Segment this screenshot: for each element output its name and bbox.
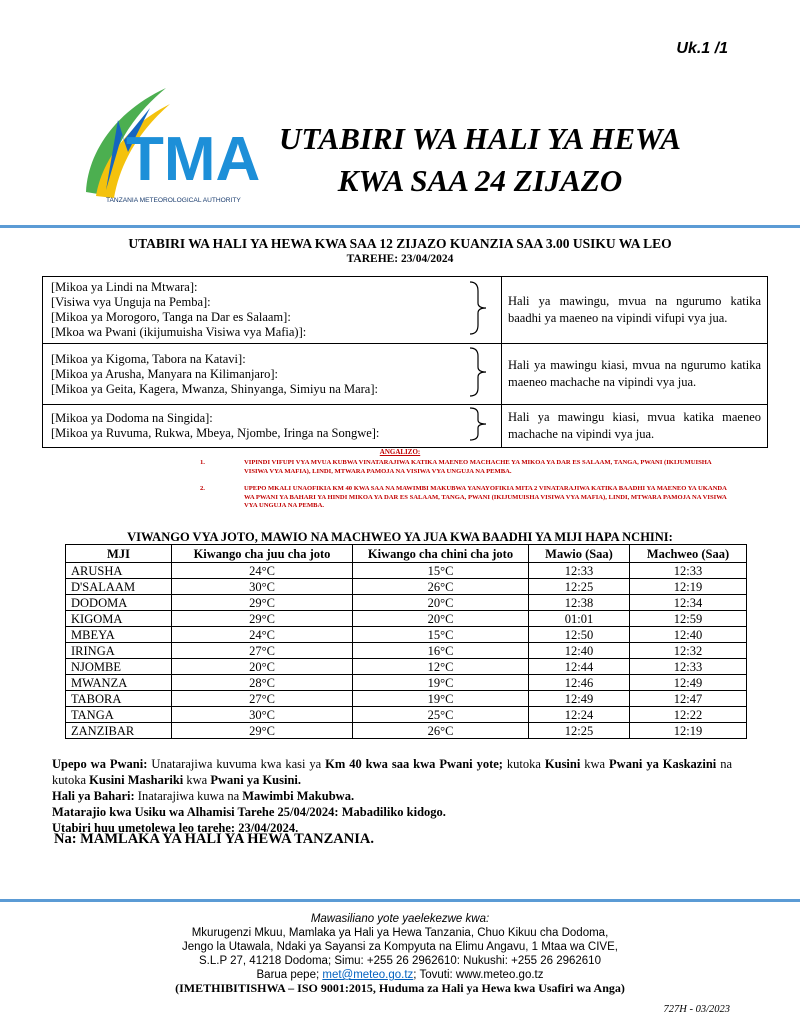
region-line: [Mkoa wa Pwani (ikijumuisha Visiwa vya Mafia)]: bbox=[51, 325, 307, 339]
min-temp-cell: 15°C bbox=[353, 563, 529, 579]
sunset-cell: 12:49 bbox=[630, 675, 747, 691]
issued-date: Utabiri huu umetolewa leo tarehe: 23/04/2024. bbox=[52, 821, 299, 835]
note-item bbox=[200, 485, 730, 511]
forecast-heading: UTABIRI WA HALI YA HEWA KWA SAA 12 ZIJAZO KUANZIA SAA 3.00 USIKU WA LEO bbox=[128, 236, 672, 251]
city-cell: MWANZA bbox=[66, 675, 172, 691]
min-temp-cell: 15°C bbox=[353, 627, 529, 643]
min-temp-cell: 16°C bbox=[353, 643, 529, 659]
signoff: Na: MAMLAKA YA HALI YA HEWA TANZANIA. bbox=[54, 831, 374, 847]
max-temp-cell: 29°C bbox=[172, 723, 353, 739]
sunset-cell: 12:19 bbox=[630, 579, 747, 595]
temps-row bbox=[66, 723, 747, 739]
page-title bbox=[270, 118, 690, 202]
city-cell: KIGOMA bbox=[66, 611, 172, 627]
sunrise-cell: 12:33 bbox=[529, 563, 630, 579]
footer-contacts bbox=[0, 912, 800, 982]
certification: (IMETHIBITISHWA – ISO 9001:2015, Huduma za Hali ya Hewa kwa Usafiri wa Anga) bbox=[175, 981, 625, 995]
sunrise-cell: 12:24 bbox=[529, 707, 630, 723]
region-line: [Visiwa vya Unguja na Pemba]: bbox=[51, 295, 211, 309]
brace-icon bbox=[459, 277, 502, 344]
sunrise-cell: 12:40 bbox=[529, 643, 630, 659]
sunrise-cell: 12:50 bbox=[529, 627, 630, 643]
outlook: Matarajio kwa Usiku wa Alhamisi Tarehe 25/04/2024: Mabadiliko kidogo. bbox=[52, 805, 446, 819]
max-temp-cell: 24°C bbox=[172, 563, 353, 579]
min-temp-cell: 20°C bbox=[353, 611, 529, 627]
forecast-description: Hali ya mawingu, mvua na ngurumo katika baadhi ya maeneo na vipindi vifupi vya jua. bbox=[502, 277, 768, 344]
region-line: [Mikoa ya Morogoro, Tanga na Dar es Salaam]: bbox=[51, 310, 291, 324]
max-temp-cell: 29°C bbox=[172, 595, 353, 611]
sunrise-cell: 12:49 bbox=[529, 691, 630, 707]
title-line-2: KWA SAA 24 ZIJAZO bbox=[337, 163, 623, 198]
region-line: [Mikoa ya Ruvuma, Rukwa, Mbeya, Njombe, Iringa na Songwe]: bbox=[51, 426, 380, 440]
temps-row bbox=[66, 563, 747, 579]
sunrise-cell: 01:01 bbox=[529, 611, 630, 627]
city-cell: MBEYA bbox=[66, 627, 172, 643]
region-line: [Mikoa ya Lindi na Mtwara]: bbox=[51, 280, 198, 294]
header-min: Kiwango cha chini cha joto bbox=[353, 545, 529, 563]
sunrise-cell: 12:38 bbox=[529, 595, 630, 611]
sunset-cell: 12:40 bbox=[630, 627, 747, 643]
region-line: [Mikoa ya Arusha, Manyara na Kilimanjaro]: bbox=[51, 366, 279, 381]
city-cell: IRINGA bbox=[66, 643, 172, 659]
logo-caption: TANZANIA METEOROLOGICAL AUTHORITY bbox=[106, 197, 241, 204]
forecast-date: TAREHE: 23/04/2024 bbox=[346, 253, 454, 265]
sunset-cell: 12:22 bbox=[630, 707, 747, 723]
marine-info bbox=[52, 756, 732, 836]
wind-label: Upepo wa Pwani: bbox=[52, 757, 148, 771]
region-line: [Mikoa ya Geita, Kagera, Mwanza, Shinyanga, Simiyu na Mara]: bbox=[51, 381, 378, 396]
forecast-row bbox=[43, 277, 768, 344]
forecast-regions bbox=[43, 277, 460, 344]
max-temp-cell: 20°C bbox=[172, 659, 353, 675]
sunset-cell: 12:59 bbox=[630, 611, 747, 627]
brace-icon bbox=[459, 344, 502, 405]
temps-body bbox=[66, 563, 747, 739]
temps-row bbox=[66, 627, 747, 643]
sunrise-cell: 12:46 bbox=[529, 675, 630, 691]
sunset-cell: 12:33 bbox=[630, 563, 747, 579]
note-number: 1. bbox=[200, 459, 205, 466]
temps-row bbox=[66, 595, 747, 611]
page-number: Uk.1 /1 bbox=[676, 40, 728, 57]
max-temp-cell: 29°C bbox=[172, 611, 353, 627]
sunrise-cell: 12:25 bbox=[529, 723, 630, 739]
sunset-cell: 12:34 bbox=[630, 595, 747, 611]
sunrise-cell: 12:25 bbox=[529, 579, 630, 595]
note-number: 2. bbox=[200, 485, 205, 492]
logo-text: TMA bbox=[126, 125, 261, 194]
header-max: Kiwango cha juu cha joto bbox=[172, 545, 353, 563]
header-sunset: Machweo (Saa) bbox=[630, 545, 747, 563]
temps-row bbox=[66, 707, 747, 723]
temps-row bbox=[66, 659, 747, 675]
forecast-regions bbox=[43, 405, 460, 448]
region-line: [Mikoa ya Kigoma, Tabora na Katavi]: bbox=[51, 351, 246, 366]
max-temp-cell: 30°C bbox=[172, 707, 353, 723]
sea-label: Hali ya Bahari: bbox=[52, 789, 135, 803]
min-temp-cell: 20°C bbox=[353, 595, 529, 611]
footer-line: Jengo la Utawala, Ndaki ya Sayansi za Kompyuta na Elimu Angavu, 1 Mtaa wa CIVE, bbox=[182, 941, 618, 953]
temps-row bbox=[66, 611, 747, 627]
temps-row bbox=[66, 579, 747, 595]
sunset-cell: 12:19 bbox=[630, 723, 747, 739]
temps-row bbox=[66, 691, 747, 707]
tma-logo bbox=[78, 80, 261, 210]
sea-state: Hali ya Bahari: Inatarajiwa kuwa na Mawimbi Makubwa. bbox=[52, 789, 355, 803]
city-cell: ZANZIBAR bbox=[66, 723, 172, 739]
forecast-description: Hali ya mawingu kiasi, mvua na ngurumo katika maeneo machache na vipindi vya jua. bbox=[502, 344, 768, 405]
tma-logo-icon bbox=[78, 80, 261, 210]
footer-email-line: Barua pepe; met@meteo.go.tz; Tovuti: www.meteo.go.tz bbox=[256, 969, 544, 981]
sunrise-cell: 12:44 bbox=[529, 659, 630, 675]
city-cell: ARUSHA bbox=[66, 563, 172, 579]
min-temp-cell: 25°C bbox=[353, 707, 529, 723]
note-text: UPEPO MKALI UNAOFIKIA KM 40 KWA SAA NA MAWIMBI MAKUBWA YANAYOFIKIA MITA 2 VINATARAJIWA KATIKA BAADHI YA MAENEO YA UKANDA WA PWANI YA BAHARI YA HINDI MIKOA YA DAR ES SALAAM, TANGA, PWANI (IKIJUMUISHA VISIWA VYA MAFIA), LINDI, MTWARA PAMOJA NA VISIWA VYA UNGUJA NA PEMBA. bbox=[244, 485, 727, 509]
sunset-cell: 12:33 bbox=[630, 659, 747, 675]
forecast-row bbox=[43, 405, 768, 448]
min-temp-cell: 12°C bbox=[353, 659, 529, 675]
temps-row bbox=[66, 643, 747, 659]
footer-line: S.L.P 27, 41218 Dodoma; Simu: +255 26 2962610: Nukushi: +255 26 2962610 bbox=[199, 955, 601, 967]
email-link[interactable]: met@meteo.go.tz bbox=[322, 969, 414, 981]
max-temp-cell: 27°C bbox=[172, 691, 353, 707]
note-text: VIPINDI VIFUPI VYA MVUA KUBWA VINATARAJIWA KATIKA MAENEO MACHACHE YA MIKOA YA DAR ES SALAAM, TANGA, PWANI (IKIJUMUISHA VISIWA VYA MAFIA), LINDI, MTWARA PAMOJA NA VISIWA VYA UNGUJA NA PEMBA. bbox=[244, 459, 712, 475]
footer-line: Mawasiliano yote yaelekezwe kwa: bbox=[310, 913, 490, 925]
min-temp-cell: 26°C bbox=[353, 579, 529, 595]
city-cell: TABORA bbox=[66, 691, 172, 707]
region-line: [Mikoa ya Dodoma na Singida]: bbox=[51, 411, 213, 425]
city-cell: DODOMA bbox=[66, 595, 172, 611]
min-temp-cell: 19°C bbox=[353, 691, 529, 707]
footer-line: Mkurugenzi Mkuu, Mamlaka ya Hali ya Hewa Tanzania, Chuo Kikuu cha Dodoma, bbox=[191, 927, 609, 939]
sunset-cell: 12:32 bbox=[630, 643, 747, 659]
notes-heading: ANGALIZO: bbox=[379, 448, 421, 456]
city-cell: TANGA bbox=[66, 707, 172, 723]
header-city: MJI bbox=[66, 545, 172, 563]
footer-rule bbox=[0, 899, 800, 902]
temps-title: VIWANGO VYA JOTO, MAWIO NA MACHWEO YA JUA KWA BAADHI YA MIJI HAPA NCHINI: bbox=[127, 530, 673, 544]
sunset-cell: 12:47 bbox=[630, 691, 747, 707]
website-text: ; Tovuti: www.meteo.go.tz bbox=[413, 969, 544, 981]
temps-row bbox=[66, 675, 747, 691]
header-sunrise: Mawio (Saa) bbox=[529, 545, 630, 563]
header-rule bbox=[0, 225, 800, 228]
temps-table bbox=[65, 544, 747, 739]
max-temp-cell: 28°C bbox=[172, 675, 353, 691]
regional-forecast-table bbox=[42, 276, 768, 448]
forecast-regions bbox=[43, 344, 460, 405]
min-temp-cell: 26°C bbox=[353, 723, 529, 739]
max-temp-cell: 24°C bbox=[172, 627, 353, 643]
min-temp-cell: 19°C bbox=[353, 675, 529, 691]
brace-icon bbox=[459, 405, 502, 448]
max-temp-cell: 30°C bbox=[172, 579, 353, 595]
city-cell: D'SALAAM bbox=[66, 579, 172, 595]
note-item bbox=[200, 459, 730, 476]
form-code: 727H - 03/2023 bbox=[663, 1004, 730, 1015]
coastal-wind: Upepo wa Pwani: Unatarajiwa kuvuma kwa kasi ya Km 40 kwa saa kwa Pwani yote; kutoka Kusini kwa Pwani ya Kaskazini na kutoka Kusini Mashariki kwa Pwani ya Kusini. bbox=[52, 757, 733, 787]
max-temp-cell: 27°C bbox=[172, 643, 353, 659]
city-cell: NJOMBE bbox=[66, 659, 172, 675]
temps-header-row bbox=[66, 545, 747, 563]
forecast-row bbox=[43, 344, 768, 405]
forecast-description: Hali ya mawingu kiasi, mvua katika maeneo machache na vipindi vya jua. bbox=[502, 405, 768, 448]
title-line-1: UTABIRI WA HALI YA HEWA bbox=[278, 121, 681, 156]
